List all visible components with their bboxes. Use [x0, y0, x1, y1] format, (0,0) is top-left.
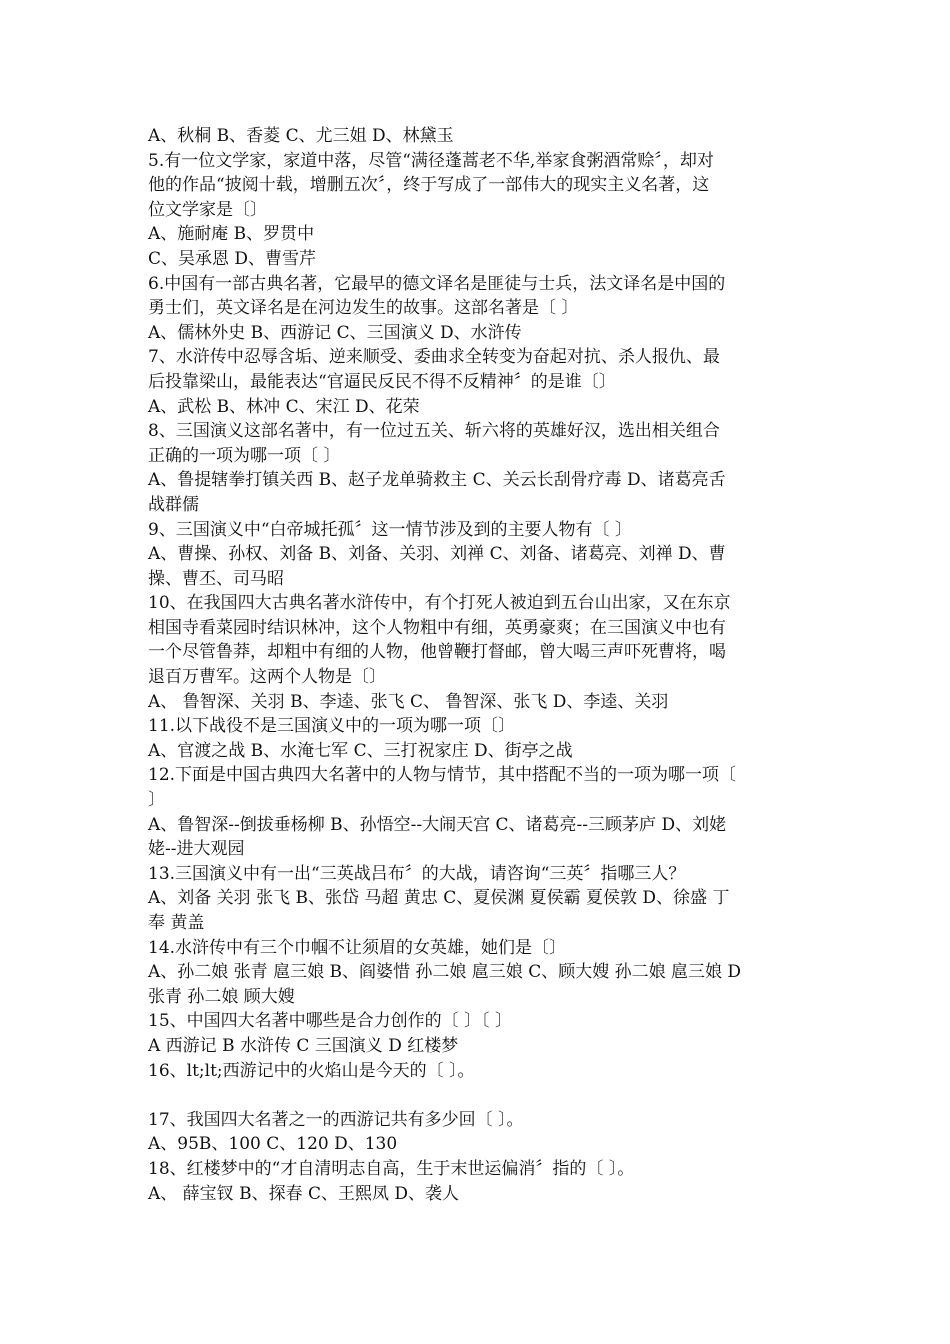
text-line: 姥--进大观园 [148, 839, 245, 860]
document-body [148, 124, 803, 1206]
text-line: A、鲁提辖拳打镇关西 B、赵子龙单骑救主 C、关云长刮骨疗毒 D、诸葛亮舌 [148, 470, 726, 491]
text-line: 6.中国有一部古典名著，它最早的德文译名是匪徒与士兵，法文译名是中国的 [148, 273, 726, 294]
text-line: 相国寺看菜园时结识林冲，这个人物粗中有细，英勇豪爽；在三国演义中也有 [148, 617, 726, 638]
text-line: A 西游记 B 水浒传 C 三国演义 D 红楼梦 [148, 1035, 459, 1056]
text-line: 11.以下战役不是三国演义中的一项为哪一项〔〕 [148, 716, 516, 737]
text-line: 一个尽管鲁莽，却粗中有细的人物，他曾鞭打督邮，曾大喝三声吓死曹将，喝 [148, 642, 726, 663]
text-line: A、孙二娘 张青 扈三娘 B、阎婆惜 孙二娘 扈三娘 C、顾大嫂 孙二娘 扈三娘 D [148, 962, 742, 983]
text-line: 勇士们，英文译名是在河边发生的故事。这部名著是〔 〕 [148, 298, 579, 319]
text-line: A、儒林外史 B、西游记 C、三国演义 D、水浒传 [148, 322, 522, 343]
text-line: A、95B、100 C、120 D、130 [148, 1134, 398, 1155]
text-line: 他的作品“披阅十载，增删五次〞，终于写成了一部伟大的现实主义名著，这 [148, 175, 710, 196]
text-line: 奉 黄盖 [148, 913, 205, 933]
text-line: C、吴承恩 D、曹雪芹 [148, 248, 317, 269]
text-line: A、曹操、孙权、刘备 B、刘备、关羽、刘禅 C、刘备、诸葛亮、刘禅 D、曹 [148, 544, 726, 565]
text-line: 15、中国四大名著中哪些是合力创作的〔 〕〔 〕 [148, 1011, 512, 1032]
text-line: 5.有一位文学家，家道中落，尽管“满径蓬蒿老不华,举家食粥酒常赊〞，却对 [148, 150, 714, 171]
text-line: A、施耐庵 B、罗贯中 [148, 224, 315, 245]
text-line: 〕 [148, 790, 165, 811]
text-line: A、鲁智深--倒拔垂杨柳 B、孙悟空--大闹天宫 C、诸葛亮--三顾茅庐 D、刘姥 [148, 814, 727, 835]
text-line: A、 鲁智深、关羽 B、李逵、张飞 C、 鲁智深、张飞 D、李逵、关羽 [148, 691, 669, 712]
text-line: 退百万曹军。这两个人物是〔〕 [148, 667, 386, 688]
text-line: A、秋桐 B、香菱 C、尤三姐 D、林黛玉 [148, 126, 454, 146]
text-line: 10、在我国四大古典名著水浒传中，有个打死人被迫到五台山出家，又在东京 [148, 593, 731, 614]
blank-line [148, 1083, 803, 1108]
text-line: 14.水浒传中有三个巾帼不让须眉的女英雄，她们是〔〕 [148, 937, 567, 958]
text-line: 17、我国四大名著之一的西游记共有多少回〔 〕。 [148, 1109, 524, 1130]
text-line: 正确的一项为哪一项〔 〕 [148, 445, 341, 466]
text-line: 16、lt;lt;西游记中的火焰山是今天的〔 〕。 [148, 1060, 475, 1081]
text-line: 13.三国演义中有一出“三英战吕布〞的大战，请咨询“三英〞指哪三人？ [148, 863, 686, 884]
text-line: 8、三国演义这部名著中，有一位过五关、斩六将的英雄好汉，选出相关组合 [148, 421, 720, 442]
text-line: 12.下面是中国古典四大名著中的人物与情节，其中搭配不当的一项为哪一项〔 [148, 765, 737, 786]
text-line: 张青 孙二娘 顾大嫂 [148, 986, 295, 1007]
text-line: A、武松 B、林冲 C、宋江 D、花荣 [148, 396, 420, 417]
text-line: A、官渡之战 B、水淹七军 C、三打祝家庄 D、街亭之战 [148, 740, 573, 761]
text-line: 后投靠梁山，最能表达“官逼民反民不得不反精神〞的是谁〔〕 [148, 371, 616, 392]
text-line: 7、水浒传中忍辱含垢、逆来顺受、委曲求全转变为奋起对抗、杀人报仇、最 [148, 347, 720, 368]
text-line: A、 薛宝钗 B、探春 C、王熙凤 D、袭人 [148, 1183, 460, 1204]
text-line: 9、三国演义中“白帝城托孤〞这一情节涉及到的主要人物有〔 〕 [148, 519, 632, 540]
text-line: 操、曹丕、司马昭 [148, 568, 284, 589]
text-line: 战群儒 [148, 494, 199, 515]
text-line: 18、红楼梦中的“才自清明志自高，生于末世运偏消〞指的〔 〕。 [148, 1158, 635, 1179]
text-line: A、刘备 关羽 张飞 B、张岱 马超 黄忠 C、夏侯渊 夏侯霸 夏侯敦 D、徐盛 丁 [148, 888, 730, 909]
text-line: 位文学家是〔〕 [148, 199, 267, 220]
